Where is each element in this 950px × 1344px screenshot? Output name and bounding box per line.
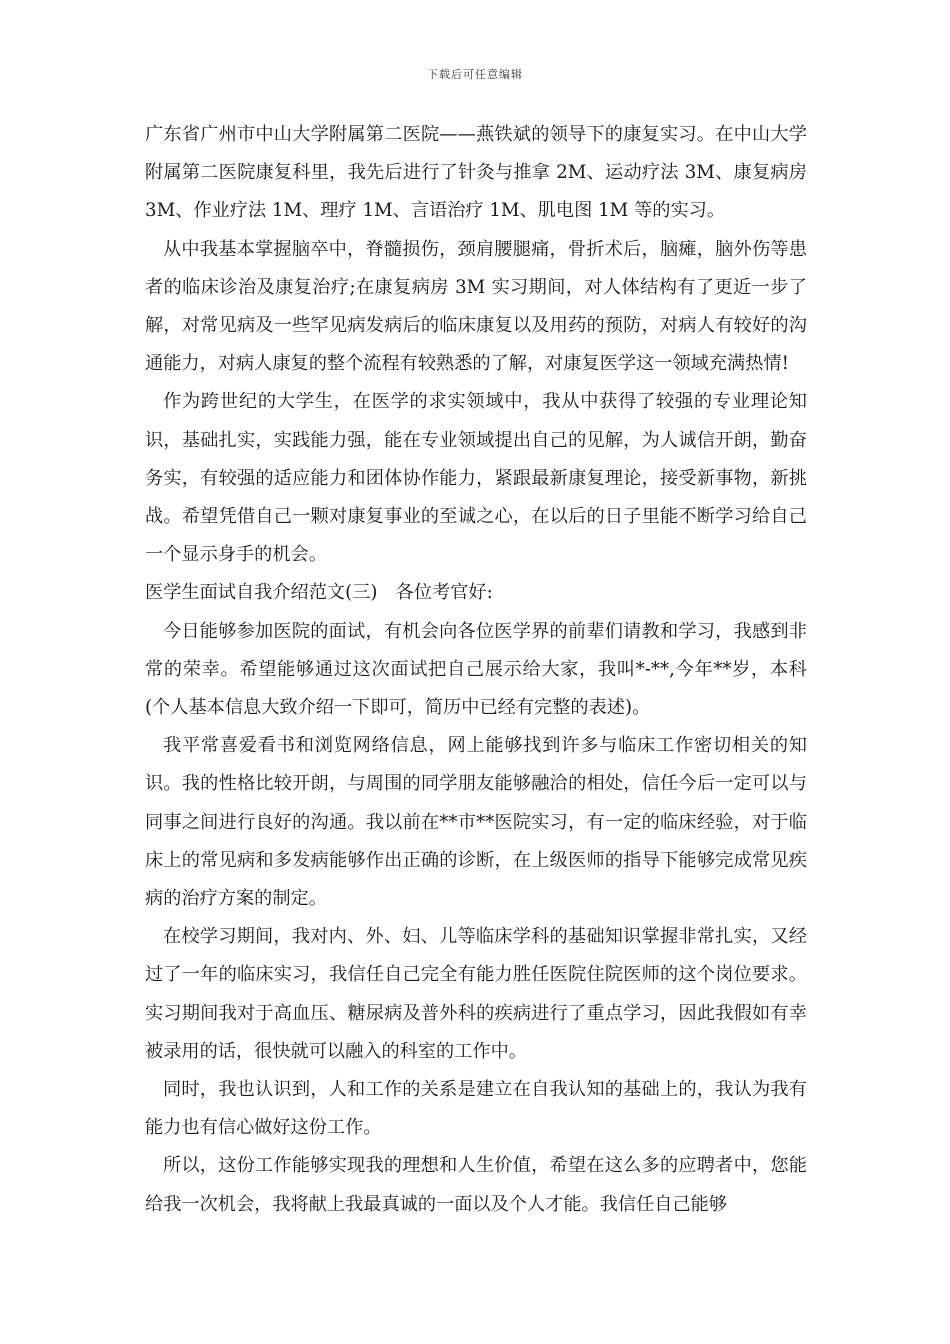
paragraph-9: 所以，这份工作能够实现我的理想和人生价值，希望在这么多的应聘者中，您能给我一次机会，我将献上我最真诚的一面以及个人才能。我信任自己能够 [145,1155,807,1215]
paragraph-2: 从中我基本掌握脑卒中，脊髓损伤，颈肩腰腿痛，骨折术后，脑瘫，脑外伤等患者的临床诊治及康复治疗;在康复病房 3M 实习期间，对人体结构有了更近一步了解，对常见病及一些罕见病发病后的临床康复以及用药的预防，对病人有较好的沟通能力，对病人康复的整个流程有较熟悉的了解，对康复医学这一领域充满热情! [145,238,807,375]
paragraph-8: 同时，我也认识到，人和工作的关系是建立在自我认知的基础上的，我认为我有能力也有信心做好这份工作。 [145,1079,807,1139]
paragraph-6: 我平常喜爱看书和浏览网络信息，网上能够找到许多与临床工作密切相关的知识。我的性格比较开朗，与周围的同学朋友能够融洽的相处，信任今后一定可以与同事之间进行良好的沟通。我以前在**市**医院实习，有一定的临床经验，对于临床上的常见病和多发病能够作出正确的诊断，在上级医师的指导下能够完成常见疾病的治疗方案的制定。 [145,735,807,910]
paragraph-3: 作为跨世纪的大学生，在医学的求实领域中，我从中获得了较强的专业理论知识，基础扎实，实践能力强，能在专业领域提出自己的见解，为人诚信开朗，勤奋务实，有较强的适应能力和团体协作能力，紧跟最新康复理论，接受新事物，新挑战。希望凭借自己一颗对康复事业的至诚之心，在以后的日子里能不断学习给自己一个显示身手的机会。 [145,391,807,566]
paragraph-1: 广东省广州市中山大学附属第二医院——燕铁斌的领导下的康复实习。在中山大学附属第二医院康复科里，我先后进行了针灸与推拿 2M、运动疗法 3M、康复病房 3M、作业疗法 1M、理疗 1M、言语治疗 1M、肌电图 1M 等的实习。 [145,124,807,222]
header-note: 下载后可任意编辑 [427,68,523,81]
paragraph-5: 今日能够参加医院的面试，有机会向各位医学界的前辈们请教和学习，我感到非常的荣幸。希望能够通过这次面试把自己展示给大家，我叫*-**,今年**岁，本科(个人基本信息大致介绍一下即可，简历中已经有完整的表述)。 [145,620,807,719]
section-heading: 医学生面试自我介绍范文(三) 各位考官好: [145,582,493,604]
document-body [145,116,807,1224]
paragraph-7: 在校学习期间，我对内、外、妇、儿等临床学科的基础知识掌握非常扎实，又经过了一年的临床实习，我信任自己完全有能力胜任医院住院医师的这个岗位要求。实习期间我对于高血压、糖尿病及普外科的疾病进行了重点学习，因此我假如有幸被录用的话，很快就可以融入的科室的工作中。 [145,926,807,1062]
